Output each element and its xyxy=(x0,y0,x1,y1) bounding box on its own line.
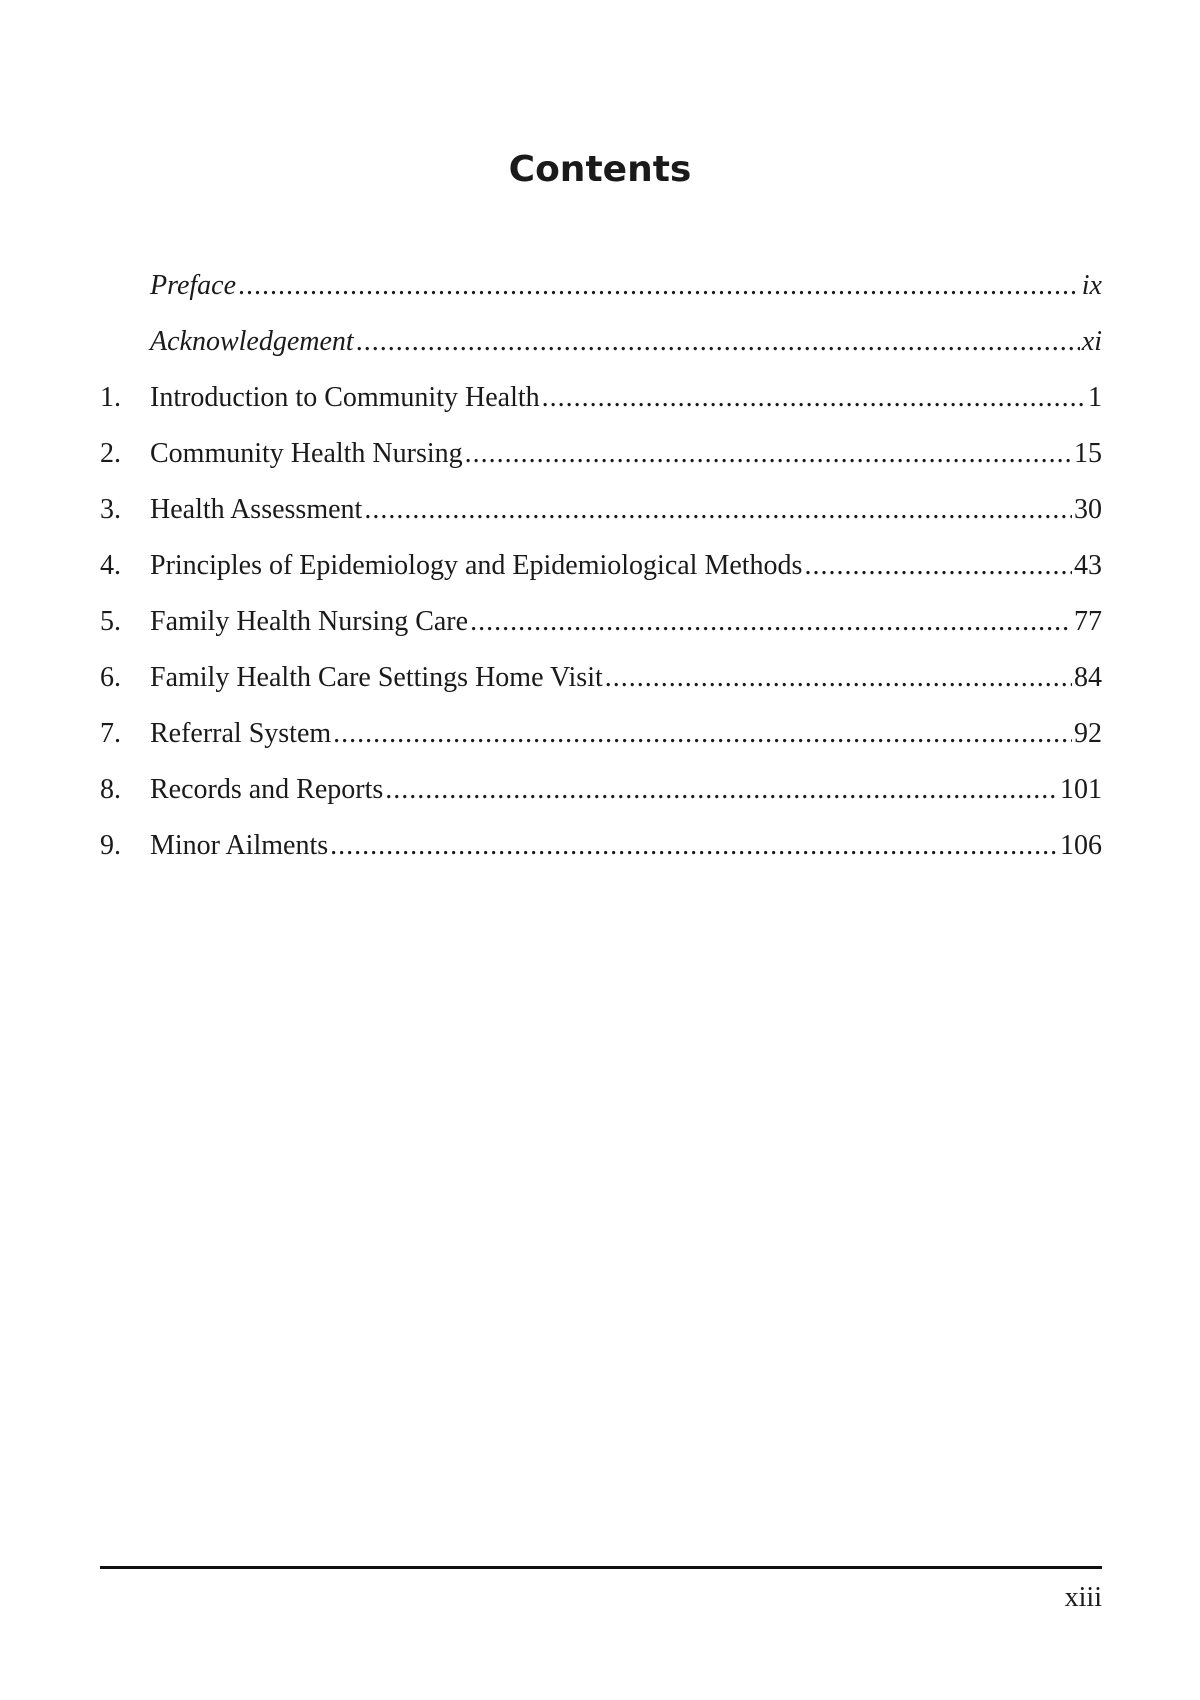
toc-entry-label: Principles of Epidemiology and Epidemiological Methods xyxy=(150,550,803,581)
toc-entry-page: 15 xyxy=(1074,438,1102,469)
dot-leader xyxy=(333,716,1072,752)
toc-entry-chapter-5[interactable] xyxy=(100,604,1102,660)
toc-entry-chapter-3[interactable] xyxy=(100,492,1102,548)
toc-entry-page: 77 xyxy=(1074,606,1102,637)
toc-entry-number: 8. xyxy=(100,774,121,805)
toc-entry-label: Minor Ailments xyxy=(150,830,329,861)
toc-entry-page: xi xyxy=(1081,326,1102,357)
dot-leader xyxy=(238,268,1080,304)
footer-rule xyxy=(100,1566,1102,1569)
toc-entry-label: Family Health Nursing Care xyxy=(150,606,469,637)
toc-entry-label: Health Assessment xyxy=(150,494,363,525)
toc-entry-label: Introduction to Community Health xyxy=(150,382,540,413)
toc-entry-page: 101 xyxy=(1060,774,1102,805)
dot-leader xyxy=(542,380,1086,416)
dot-leader xyxy=(364,492,1072,528)
toc-entry-label: Preface xyxy=(150,270,237,301)
toc-entry-number: 1. xyxy=(100,382,121,413)
toc-entry-page: 30 xyxy=(1074,494,1102,525)
toc-entry-preface[interactable] xyxy=(100,268,1102,324)
toc-entry-number: 7. xyxy=(100,718,121,749)
toc-entry-chapter-1[interactable] xyxy=(100,380,1102,436)
dot-leader xyxy=(385,772,1058,808)
page-title: Contents xyxy=(508,149,692,190)
toc-entry-page: 84 xyxy=(1074,662,1102,693)
toc-entry-page: 43 xyxy=(1074,550,1102,581)
dot-leader xyxy=(605,660,1072,696)
table-of-contents xyxy=(100,268,1102,884)
toc-entry-page: 92 xyxy=(1074,718,1102,749)
toc-entry-number: 9. xyxy=(100,830,121,861)
dot-leader xyxy=(465,436,1072,472)
toc-entry-chapter-7[interactable] xyxy=(100,716,1102,772)
dot-leader xyxy=(804,548,1072,584)
toc-entry-label: Referral System xyxy=(150,718,332,749)
toc-entry-page: ix xyxy=(1081,270,1102,301)
toc-entry-number: 6. xyxy=(100,662,121,693)
dot-leader xyxy=(470,604,1072,640)
toc-entry-label: Records and Reports xyxy=(150,774,384,805)
toc-entry-page: 1 xyxy=(1088,382,1102,413)
toc-entry-chapter-4[interactable] xyxy=(100,548,1102,604)
toc-entry-label: Family Health Care Settings Home Visit xyxy=(150,662,603,693)
dot-leader xyxy=(356,324,1080,360)
toc-entry-chapter-9[interactable] xyxy=(100,828,1102,884)
toc-entry-number: 3. xyxy=(100,494,121,525)
toc-entry-label: Community Health Nursing xyxy=(150,438,463,469)
page-number: xiii xyxy=(1064,1582,1102,1613)
toc-entry-chapter-6[interactable] xyxy=(100,660,1102,716)
toc-entry-page: 106 xyxy=(1060,830,1102,861)
toc-entry-chapter-8[interactable] xyxy=(100,772,1102,828)
toc-entry-number: 4. xyxy=(100,550,121,581)
dot-leader xyxy=(330,828,1058,864)
toc-entry-number: 2. xyxy=(100,438,121,469)
toc-entry-label: Acknowledgement xyxy=(150,326,354,357)
toc-entry-chapter-2[interactable] xyxy=(100,436,1102,492)
toc-entry-number: 5. xyxy=(100,606,121,637)
toc-entry-acknowledgement[interactable] xyxy=(100,324,1102,380)
